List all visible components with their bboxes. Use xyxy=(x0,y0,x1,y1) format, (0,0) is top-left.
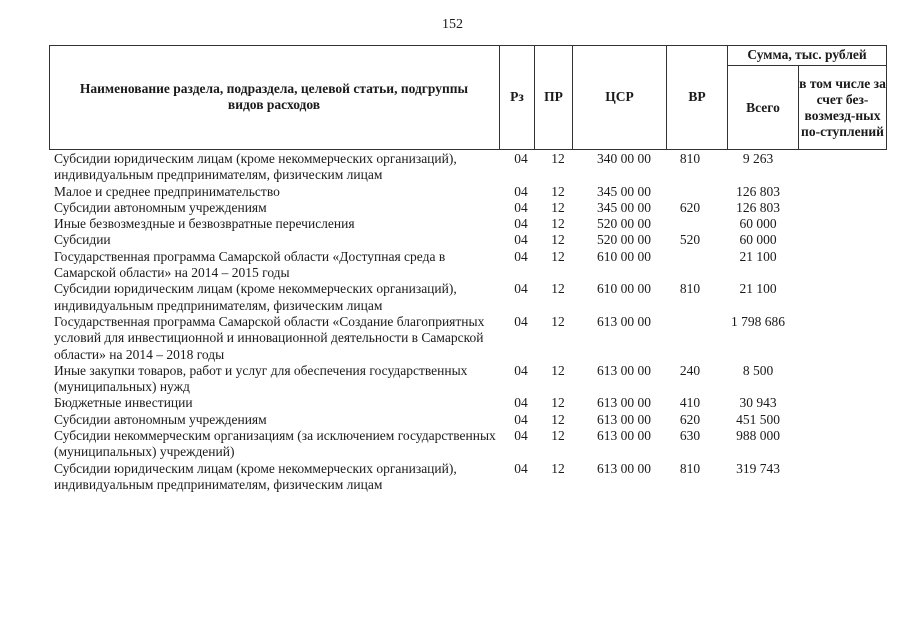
table-header xyxy=(49,45,887,150)
row-csr: 340 00 00 xyxy=(597,151,651,166)
row-vr: 810 xyxy=(679,460,701,476)
row-pr: 12 xyxy=(551,216,565,232)
row-pr: 12 xyxy=(551,151,565,166)
row-rz: 04 xyxy=(514,460,528,476)
row-vr: 630 xyxy=(679,428,701,444)
table-row xyxy=(0,314,905,363)
row-name: Субсидии юридическим лицам (кроме некоммерческих организаций), индивидуальным предпринимателям, физическим лицам xyxy=(54,151,457,183)
row-vr xyxy=(670,314,710,363)
row-total: 21 100 xyxy=(739,248,777,264)
row-vr xyxy=(670,184,710,200)
table-row xyxy=(0,151,905,184)
table-row xyxy=(0,428,905,461)
row-vr: 410 xyxy=(679,395,701,411)
row-pr: 12 xyxy=(551,362,565,378)
header-vr: ВР xyxy=(688,89,706,104)
row-vr xyxy=(670,216,710,232)
table-row xyxy=(0,184,905,200)
row-name: Иные закупки товаров, работ и услуг для обеспечения государственных (муниципальных) нужд xyxy=(54,362,468,395)
row-total: 30 943 xyxy=(739,395,777,411)
row-csr: 520 00 00 xyxy=(597,216,651,232)
row-csr: 613 00 00 xyxy=(597,411,651,427)
row-csr: 613 00 00 xyxy=(597,460,651,476)
row-vr: 240 xyxy=(679,362,701,378)
table-row xyxy=(0,281,905,314)
row-rz: 04 xyxy=(514,216,528,232)
row-pr: 12 xyxy=(551,248,565,264)
row-name: Иные безвозмездные и безвозвратные перечисления xyxy=(54,216,355,232)
row-vr: 520 xyxy=(679,232,701,248)
row-rz: 04 xyxy=(514,183,528,199)
row-name: Субсидии xyxy=(54,232,111,248)
row-rz: 04 xyxy=(514,248,528,264)
row-name: Субсидии некоммерческим организациям (за исключением государственных (муниципальных) учреждений) xyxy=(54,428,496,460)
row-name: Государственная программа Самарской области «Доступная среда в Самарской области» на 2014 – 2015 годы xyxy=(54,248,446,281)
row-vr: 620 xyxy=(679,411,701,427)
row-pr: 12 xyxy=(551,281,565,297)
row-total: 21 100 xyxy=(739,281,777,297)
page-number: 152 xyxy=(442,17,463,32)
row-pr: 12 xyxy=(551,199,565,215)
table-row xyxy=(0,249,905,282)
row-rz: 04 xyxy=(514,313,528,329)
row-name: Малое и среднее предпринимательство xyxy=(54,183,280,199)
row-rz: 04 xyxy=(514,199,528,215)
row-csr: 345 00 00 xyxy=(597,199,651,215)
row-csr: 613 00 00 xyxy=(597,313,651,329)
row-name: Субсидии юридическим лицам (кроме некоммерческих организаций), индивидуальным предпринимателям, физическим лицам xyxy=(54,460,457,492)
header-gratuitous: в том числе за счет без-возмезд-ных по-ступлений xyxy=(799,75,886,139)
table-row xyxy=(0,412,905,428)
row-rz: 04 xyxy=(514,151,528,166)
header-csr: ЦСР xyxy=(605,89,634,104)
row-total: 988 000 xyxy=(736,428,780,444)
row-pr: 12 xyxy=(551,313,565,329)
table-row xyxy=(0,461,905,494)
row-csr: 613 00 00 xyxy=(597,428,651,444)
row-rz: 04 xyxy=(514,428,528,444)
row-rz: 04 xyxy=(514,411,528,427)
header-name: Наименование раздела, подраздела, целевой статьи, подгруппы видов расходов xyxy=(79,81,469,112)
row-pr: 12 xyxy=(551,411,565,427)
header-bottom-border xyxy=(49,149,887,150)
row-rz: 04 xyxy=(514,281,528,297)
row-rz: 04 xyxy=(514,362,528,378)
table-row xyxy=(0,395,905,411)
row-rz: 04 xyxy=(514,395,528,411)
row-name: Субсидии автономным учреждениям xyxy=(54,199,267,215)
table-row xyxy=(0,216,905,232)
header-right-border xyxy=(886,45,887,150)
row-csr: 345 00 00 xyxy=(597,183,651,199)
row-name: Бюджетные инвестиции xyxy=(54,395,193,411)
row-total: 126 803 xyxy=(736,199,780,215)
table-body xyxy=(0,151,905,493)
row-pr: 12 xyxy=(551,395,565,411)
row-csr: 520 00 00 xyxy=(597,232,651,248)
row-pr: 12 xyxy=(551,460,565,476)
row-total: 319 743 xyxy=(736,460,780,476)
row-total: 126 803 xyxy=(736,183,780,199)
table-row xyxy=(0,232,905,248)
row-name: Государственная программа Самарской области «Создание благоприятных условий для инвестиционной и инновационной деятельности в Самарской области» на 2014 – 2018 годы xyxy=(54,313,485,362)
row-vr: 810 xyxy=(679,151,701,166)
row-total: 60 000 xyxy=(739,216,777,232)
table-row xyxy=(0,363,905,396)
row-pr: 12 xyxy=(551,183,565,199)
row-total: 9 263 xyxy=(742,151,774,166)
row-name: Субсидии юридическим лицам (кроме некоммерческих организаций), индивидуальным предпринимателям, физическим лицам xyxy=(54,281,457,313)
row-csr: 610 00 00 xyxy=(597,248,651,264)
row-vr: 810 xyxy=(679,281,701,297)
header-sum-group: Сумма, тыс. рублей xyxy=(747,47,867,62)
row-csr: 613 00 00 xyxy=(597,362,651,378)
row-csr: 613 00 00 xyxy=(597,395,651,411)
row-total: 1 798 686 xyxy=(731,313,785,329)
header-total: Всего xyxy=(746,99,780,115)
header-left-border xyxy=(49,45,50,150)
header-rz: Рз xyxy=(510,89,524,104)
row-pr: 12 xyxy=(551,428,565,444)
row-vr: 620 xyxy=(679,199,701,215)
row-pr: 12 xyxy=(551,232,565,248)
row-vr xyxy=(670,249,710,282)
row-name: Субсидии автономным учреждениям xyxy=(54,411,267,427)
row-total: 8 500 xyxy=(742,362,774,378)
row-csr: 610 00 00 xyxy=(597,281,651,297)
row-rz: 04 xyxy=(514,232,528,248)
row-total: 451 500 xyxy=(736,411,780,427)
row-total: 60 000 xyxy=(739,232,777,248)
header-pr: ПР xyxy=(544,89,563,104)
table-row xyxy=(0,200,905,216)
